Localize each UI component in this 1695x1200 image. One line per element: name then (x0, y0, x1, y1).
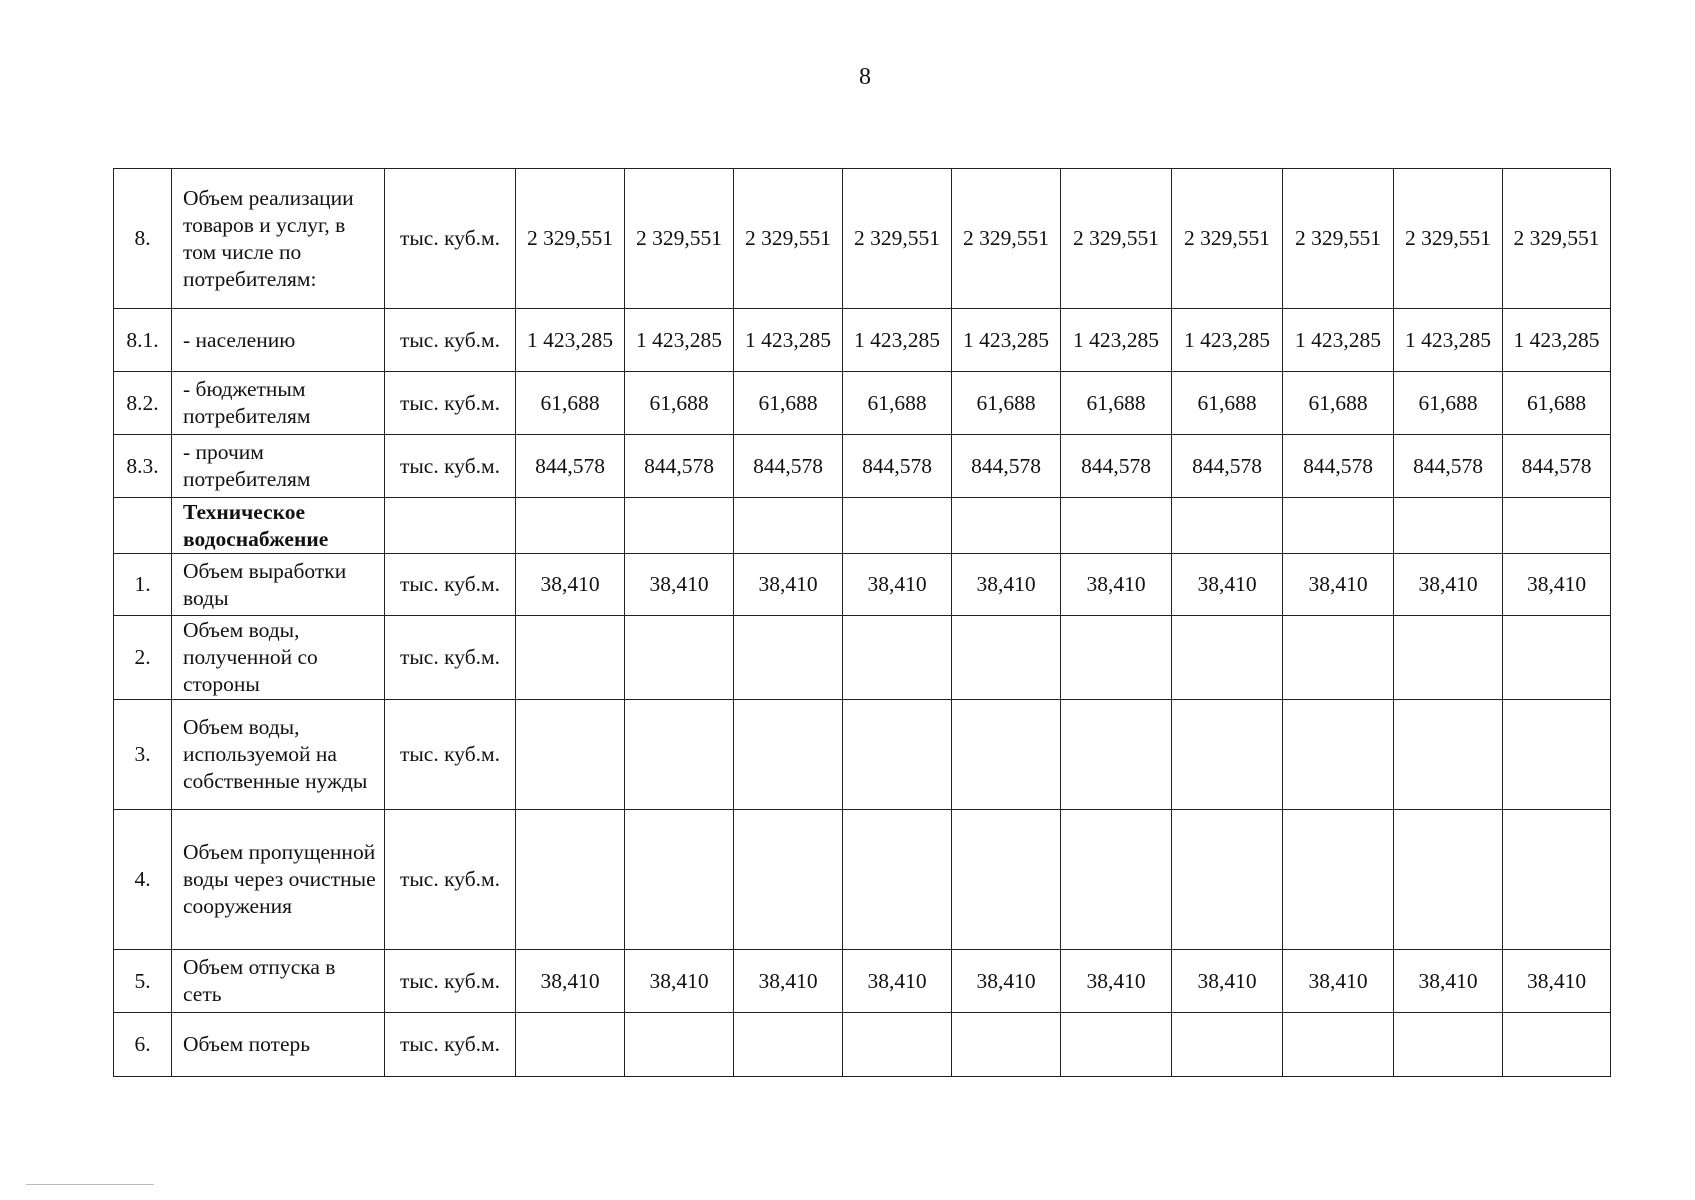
table-row (114, 309, 1611, 372)
table-row (114, 372, 1611, 435)
value-cell: 1 423,285 (1394, 309, 1503, 372)
value-cell (734, 810, 843, 950)
indicator-name-cell: Объем воды, используемой на собственные нужды (172, 700, 385, 810)
value-cell (1283, 810, 1394, 950)
value-cell (1172, 700, 1283, 810)
value-cell: 61,688 (1394, 372, 1503, 435)
row-number-cell: 4. (114, 810, 172, 950)
table-body (114, 169, 1611, 1077)
value-cell (625, 498, 734, 554)
indicator-name-cell: Объем реализации товаров и услуг, в том числе по потребителям: (172, 169, 385, 309)
table-row (114, 169, 1611, 309)
table-row (114, 616, 1611, 700)
value-cell: 61,688 (734, 372, 843, 435)
row-number-cell: 2. (114, 616, 172, 700)
value-cell: 38,410 (625, 950, 734, 1013)
value-cell: 844,578 (1503, 435, 1611, 498)
value-cell: 61,688 (843, 372, 952, 435)
value-cell: 844,578 (843, 435, 952, 498)
value-cell (734, 700, 843, 810)
value-cell: 61,688 (1172, 372, 1283, 435)
value-cell (1503, 1013, 1611, 1077)
indicator-name-cell: - населению (172, 309, 385, 372)
value-cell: 1 423,285 (843, 309, 952, 372)
value-cell: 1 423,285 (734, 309, 843, 372)
value-cell: 2 329,551 (1172, 169, 1283, 309)
value-cell (625, 810, 734, 950)
value-cell: 38,410 (1283, 554, 1394, 616)
row-number-cell: 5. (114, 950, 172, 1013)
value-cell: 38,410 (1394, 554, 1503, 616)
value-cell (1172, 810, 1283, 950)
value-cell (952, 810, 1061, 950)
value-cell (1061, 1013, 1172, 1077)
value-cell: 61,688 (1061, 372, 1172, 435)
data-table (113, 168, 1611, 1077)
value-cell (843, 700, 952, 810)
row-number-cell: 8.3. (114, 435, 172, 498)
value-cell (1172, 616, 1283, 700)
value-cell (1061, 810, 1172, 950)
value-cell: 2 329,551 (734, 169, 843, 309)
value-cell: 2 329,551 (1061, 169, 1172, 309)
value-cell: 38,410 (1503, 950, 1611, 1013)
value-cell: 61,688 (1283, 372, 1394, 435)
value-cell: 2 329,551 (843, 169, 952, 309)
value-cell: 38,410 (734, 950, 843, 1013)
value-cell (1503, 616, 1611, 700)
unit-cell: тыс. куб.м. (385, 169, 516, 309)
indicator-name-cell: Техническое водоснабжение (172, 498, 385, 554)
unit-cell: тыс. куб.м. (385, 616, 516, 700)
table-row (114, 554, 1611, 616)
row-number-cell: 6. (114, 1013, 172, 1077)
value-cell: 1 423,285 (1172, 309, 1283, 372)
value-cell (952, 1013, 1061, 1077)
value-cell (625, 1013, 734, 1077)
unit-cell: тыс. куб.м. (385, 554, 516, 616)
value-cell: 2 329,551 (1394, 169, 1503, 309)
unit-cell: тыс. куб.м. (385, 372, 516, 435)
value-cell: 844,578 (625, 435, 734, 498)
value-cell (952, 616, 1061, 700)
value-cell: 844,578 (516, 435, 625, 498)
value-cell (625, 616, 734, 700)
value-cell (952, 498, 1061, 554)
value-cell (1503, 810, 1611, 950)
value-cell: 2 329,551 (952, 169, 1061, 309)
indicator-name-cell: - бюджетным потребителям (172, 372, 385, 435)
indicator-name-cell: Объем потерь (172, 1013, 385, 1077)
value-cell: 38,410 (1172, 554, 1283, 616)
value-cell: 844,578 (1172, 435, 1283, 498)
row-number-cell: 1. (114, 554, 172, 616)
indicator-name-cell: Объем выработки воды (172, 554, 385, 616)
value-cell (734, 1013, 843, 1077)
row-number-cell: 8.2. (114, 372, 172, 435)
value-cell: 61,688 (516, 372, 625, 435)
value-cell: 61,688 (952, 372, 1061, 435)
indicator-name-cell: - прочим потребителям (172, 435, 385, 498)
value-cell (843, 498, 952, 554)
unit-cell: тыс. куб.м. (385, 435, 516, 498)
value-cell: 38,410 (516, 554, 625, 616)
value-cell (1172, 1013, 1283, 1077)
unit-cell (385, 498, 516, 554)
value-cell: 844,578 (1394, 435, 1503, 498)
indicator-name-cell: Объем воды, полученной со стороны (172, 616, 385, 700)
value-cell (516, 1013, 625, 1077)
value-cell (952, 700, 1061, 810)
value-cell (625, 700, 734, 810)
value-cell (1503, 700, 1611, 810)
value-cell: 2 329,551 (1503, 169, 1611, 309)
value-cell: 38,410 (1283, 950, 1394, 1013)
value-cell (1394, 616, 1503, 700)
unit-cell: тыс. куб.м. (385, 309, 516, 372)
value-cell (843, 810, 952, 950)
table-row (114, 498, 1611, 554)
unit-cell: тыс. куб.м. (385, 1013, 516, 1077)
value-cell: 38,410 (1394, 950, 1503, 1013)
value-cell (1172, 498, 1283, 554)
value-cell (516, 700, 625, 810)
value-cell (1394, 498, 1503, 554)
value-cell (516, 810, 625, 950)
value-cell: 38,410 (516, 950, 625, 1013)
value-cell (516, 498, 625, 554)
value-cell (734, 498, 843, 554)
value-cell (1283, 700, 1394, 810)
page-number: 8 (859, 64, 871, 90)
value-cell: 61,688 (625, 372, 734, 435)
value-cell: 61,688 (1503, 372, 1611, 435)
value-cell: 1 423,285 (952, 309, 1061, 372)
value-cell: 2 329,551 (625, 169, 734, 309)
value-cell: 38,410 (734, 554, 843, 616)
value-cell (1061, 616, 1172, 700)
table-row (114, 700, 1611, 810)
value-cell (516, 616, 625, 700)
table-row (114, 950, 1611, 1013)
table-row (114, 810, 1611, 950)
value-cell: 38,410 (952, 950, 1061, 1013)
row-number-cell: 3. (114, 700, 172, 810)
indicator-name-cell: Объем отпуска в сеть (172, 950, 385, 1013)
value-cell: 38,410 (1061, 950, 1172, 1013)
value-cell: 844,578 (1061, 435, 1172, 498)
value-cell: 1 423,285 (625, 309, 734, 372)
table-row (114, 435, 1611, 498)
row-number-cell (114, 498, 172, 554)
value-cell: 1 423,285 (1061, 309, 1172, 372)
value-cell: 38,410 (1172, 950, 1283, 1013)
value-cell: 844,578 (1283, 435, 1394, 498)
table-row (114, 1013, 1611, 1077)
indicator-name-cell: Объем пропущенной воды через очистные сооружения (172, 810, 385, 950)
value-cell: 844,578 (952, 435, 1061, 498)
value-cell (1283, 1013, 1394, 1077)
value-cell: 38,410 (1061, 554, 1172, 616)
value-cell (1394, 700, 1503, 810)
value-cell (1283, 616, 1394, 700)
value-cell: 38,410 (952, 554, 1061, 616)
value-cell: 1 423,285 (1283, 309, 1394, 372)
value-cell: 2 329,551 (516, 169, 625, 309)
value-cell: 38,410 (1503, 554, 1611, 616)
scan-artifact-line (26, 1184, 154, 1185)
value-cell (1061, 498, 1172, 554)
value-cell (1061, 700, 1172, 810)
value-cell: 38,410 (843, 554, 952, 616)
value-cell (843, 1013, 952, 1077)
value-cell: 38,410 (843, 950, 952, 1013)
value-cell (1503, 498, 1611, 554)
unit-cell: тыс. куб.м. (385, 810, 516, 950)
unit-cell: тыс. куб.м. (385, 700, 516, 810)
value-cell (1394, 1013, 1503, 1077)
value-cell (734, 616, 843, 700)
value-cell: 2 329,551 (1283, 169, 1394, 309)
value-cell: 844,578 (734, 435, 843, 498)
value-cell: 1 423,285 (516, 309, 625, 372)
value-cell: 38,410 (625, 554, 734, 616)
row-number-cell: 8.1. (114, 309, 172, 372)
value-cell: 1 423,285 (1503, 309, 1611, 372)
value-cell (843, 616, 952, 700)
value-cell (1394, 810, 1503, 950)
row-number-cell: 8. (114, 169, 172, 309)
unit-cell: тыс. куб.м. (385, 950, 516, 1013)
value-cell (1283, 498, 1394, 554)
